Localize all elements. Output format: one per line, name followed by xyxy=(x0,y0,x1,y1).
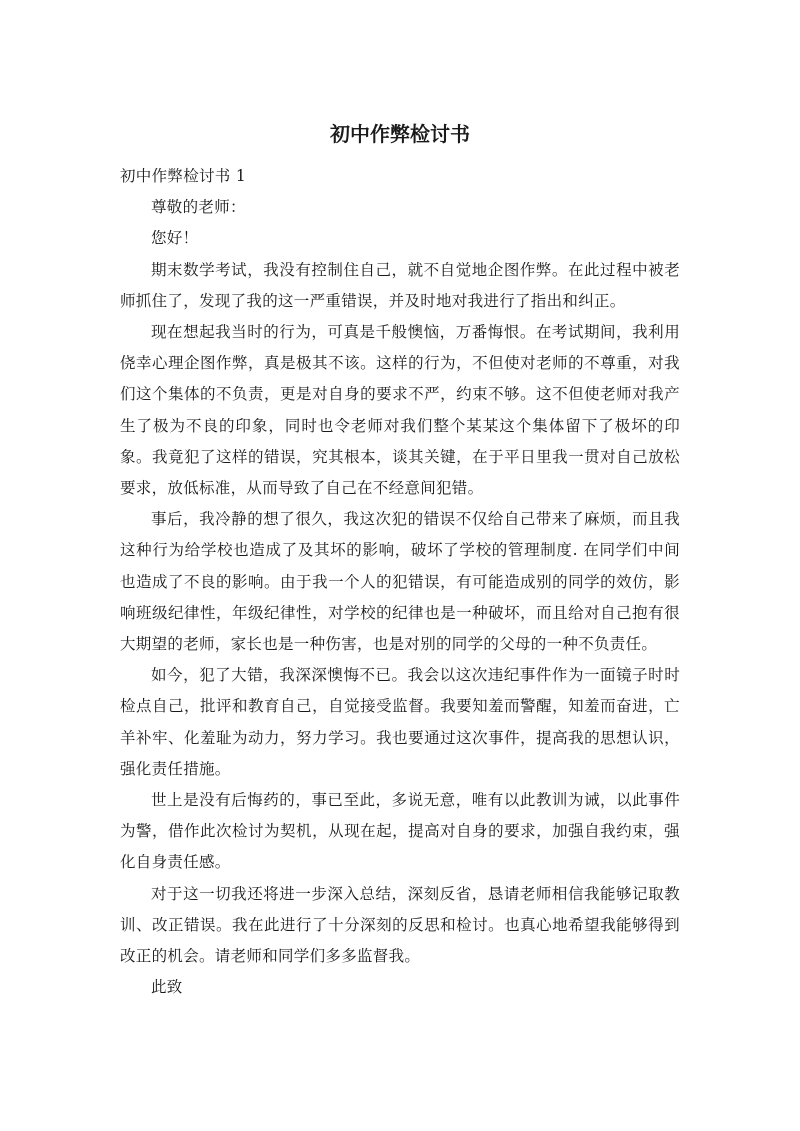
document-subtitle: 初中作弊检讨书 1 xyxy=(120,167,246,185)
paragraph: 现在想起我当时的行为，可真是千般懊恼，万番悔恨。在考试期间，我利用侥幸心理企图作弊，真是极其不该。这样的行为，不但使对老师的不尊重，对我们这个集体的不负责，更是对自身的要求不严，约束不够。这不但使老师对我产生了极为不良的印象，同时也令老师对我们整个某某这个集体留下了极坏的印象。我竟犯了这样的错误，究其根本，谈其关键，在于平日里我一贯对自己放松要求，放低标准，从而导致了自己在不经意间犯错。 xyxy=(120,323,680,498)
paragraph: 如今，犯了大错，我深深懊悔不已。我会以这次违纪事件作为一面镜子时时检点自己，批评和教育自己，自觉接受监督。我要知羞而警醒，知羞而奋进，亡羊补牢、化羞耻为动力，努力学习。我也要通过这次事件，提高我的思想认识，强化责任措施。 xyxy=(120,666,680,778)
paragraph: 事后，我冷静的想了很久，我这次犯的错误不仅给自己带来了麻烦，而且我这种行为给学校也造成了及其坏的影响，破坏了学校的管理制度. 在同学们中间也造成了不良的影响。由于我一个人的犯错误，有可能造成别的同学的效仿，影响班级纪律性，年级纪律性，对学校的纪律也是一种破坏，而且给对自己抱有很大期望的老师，家长也是一种伤害，也是对别的同学的父母的一种不负责任。 xyxy=(120,510,680,654)
document-title: 初中作弊检讨书 xyxy=(330,122,470,146)
document-body xyxy=(120,161,680,1003)
closing: 此致 xyxy=(151,978,183,997)
paragraph: 期末数学考试，我没有控制住自己，就不自觉地企图作弊。在此过程中被老师抓住了，发现了我的这一严重错误，并及时地对我进行了指出和纠正。 xyxy=(120,260,680,310)
paragraph: 对于这一切我还将进一步深入总结，深刻反省，恳请老师相信我能够记取教训、改正错误。我在此进行了十分深刻的反思和检讨。也真心地希望我能够得到改正的机会。请老师和同学们多多监督我。 xyxy=(120,884,680,966)
greeting: 您好！ xyxy=(151,229,199,248)
paragraph: 世上是没有后悔药的，事已至此，多说无意，唯有以此教训为诫，以此事件为警，借作此次检讨为契机，从现在起，提高对自身的要求，加强自我约束，强化自身责任感。 xyxy=(120,791,680,872)
salutation: 尊敬的老师： xyxy=(151,198,246,217)
